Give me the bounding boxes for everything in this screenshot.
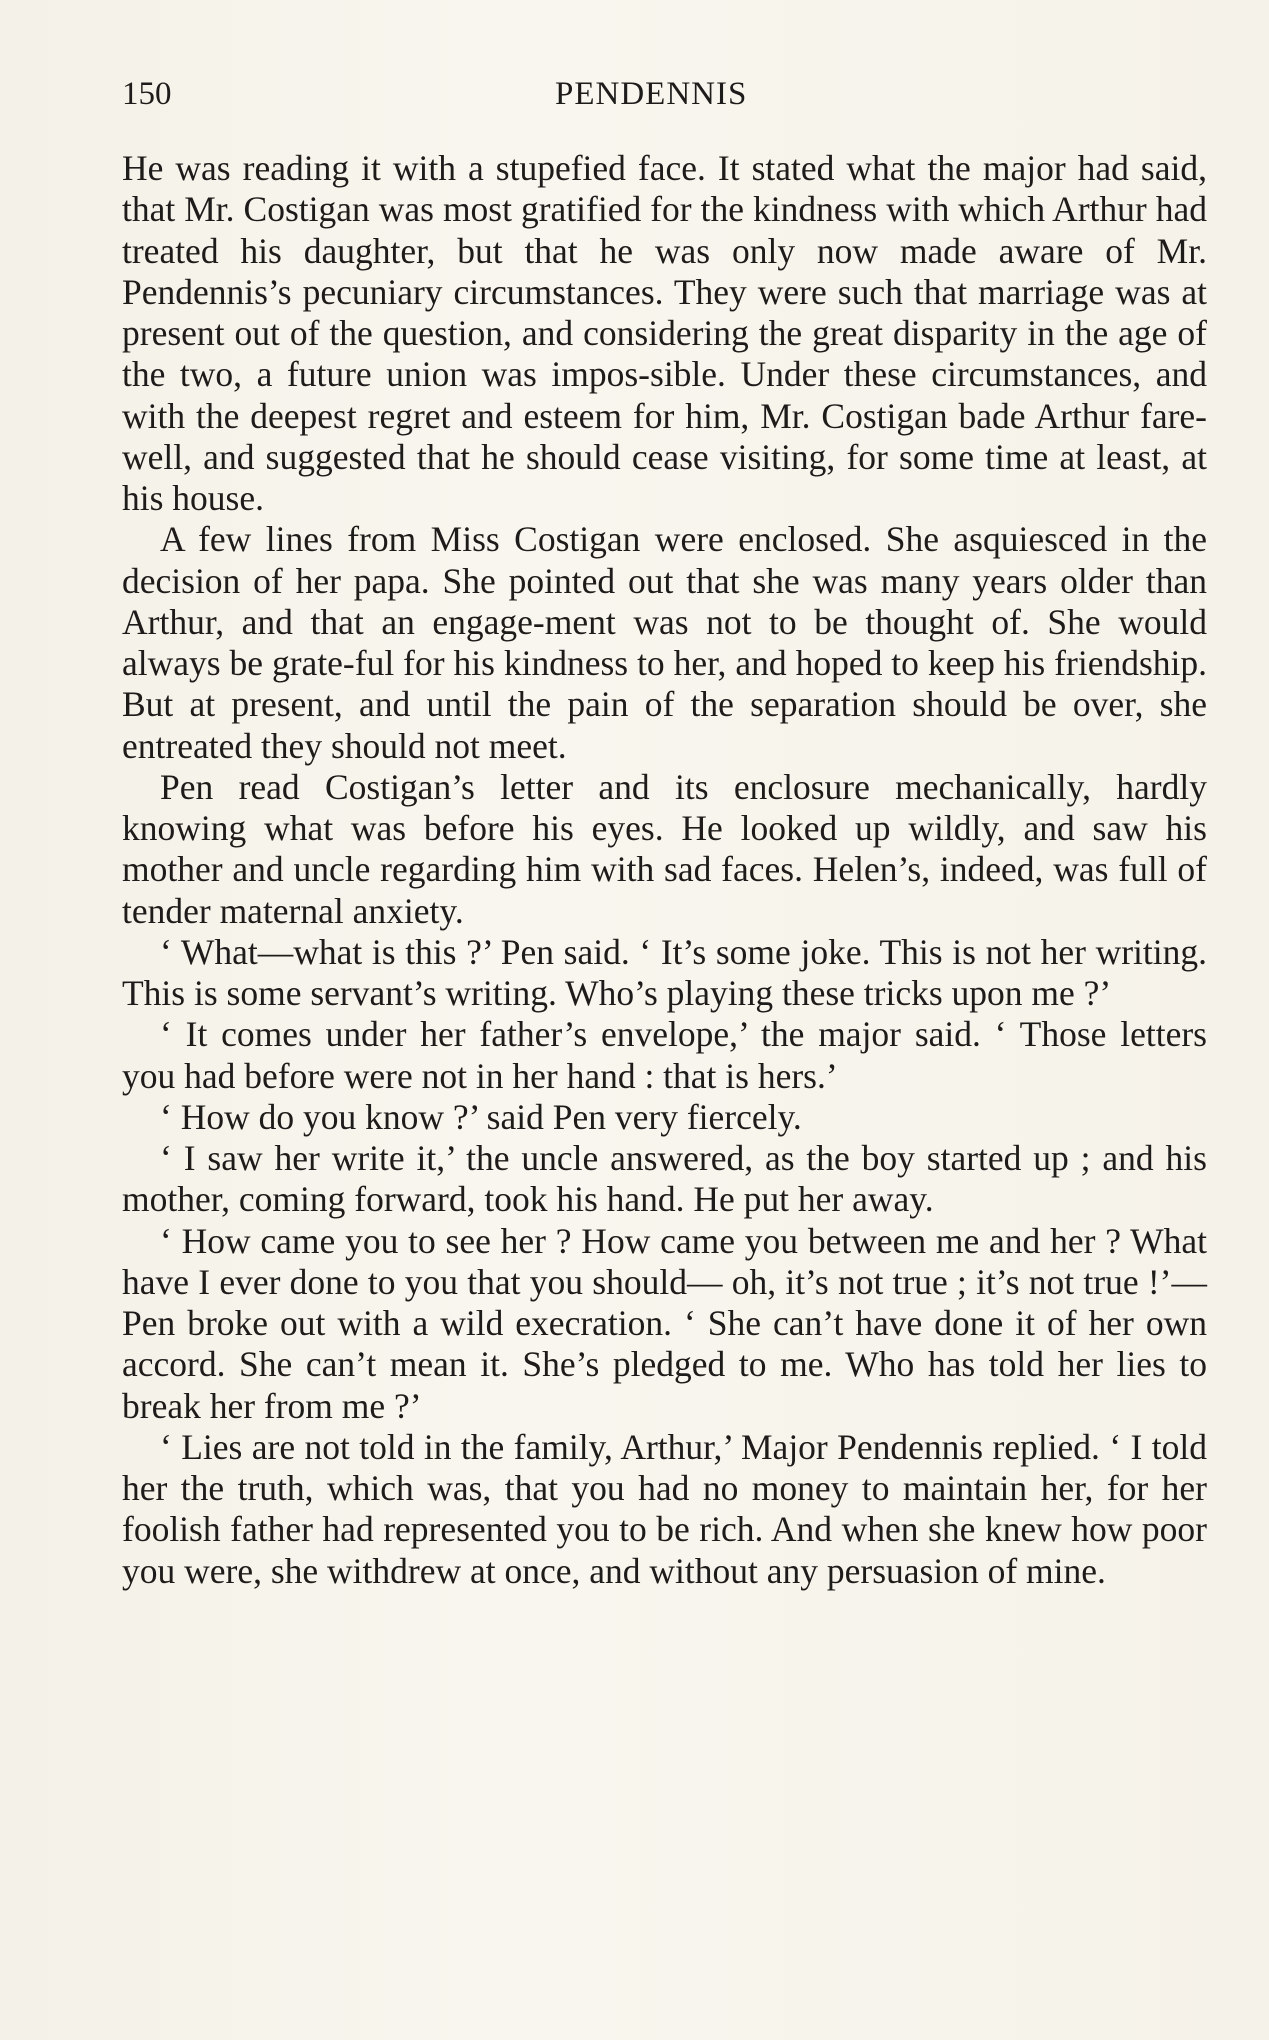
paragraph: ‘ Lies are not told in the family, Arthur,’ Major Pendennis replied. ‘ I told her the truth, which was, that you had no money to maintain her, for her foolish father had represented you to be rich. And when she knew how poor you were, she withdrew at once, and without any persuasion of mine. [122,1426,1207,1591]
running-title: PENDENNIS [555,76,748,112]
body-text [122,148,1207,1592]
paragraph: ‘ What—what is this ?’ Pen said. ‘ It’s some joke. This is not her writing. This is some servant’s writing. Who’s playing these tricks upon me ?’ [122,931,1207,1013]
paragraph: ‘ How do you know ?’ said Pen very fiercely. [160,1096,802,1137]
paragraph: A few lines from Miss Costigan were enclosed. She asquiesced in the decision of her papa. She pointed out that she was many years older than Arthur, and that an engage-ment was not to be thought of. She would always be grate-ful for his kindness to her, and hoped to keep his friendship. But at present, and until the pain of the separation should be over, she entreated they should not meet. [122,519,1207,766]
paragraph: ‘ I saw her write it,’ the uncle answered, as the boy started up ; and his mother, coming forward, took his hand. He put her away. [122,1138,1207,1220]
paragraph: He was reading it with a stupefied face. It stated what the major had said, that Mr. Costigan was most gratified for the kindness with which Arthur had treated his daughter, but that he was only now made aware of Mr. Pendennis’s pecuniary circumstances. They were such that marriage was at present out of the question, and considering the great disparity in the age of the two, a future union was impos-sible. Under these circumstances, and with the deepest regret and esteem for him, Mr. Costigan bade Arthur fare-well, and suggested that he should cease visiting, for some time at least, at his house. [122,148,1207,518]
page-header [122,72,1207,116]
paragraph: Pen read Costigan’s letter and its enclosure mechanically, hardly knowing what was before his eyes. He looked up wildly, and saw his mother and uncle regarding him with sad faces. Helen’s, indeed, was full of tender maternal anxiety. [122,766,1207,931]
page-number: 150 [122,76,172,112]
paragraph: ‘ It comes under her father’s envelope,’ the major said. ‘ Those letters you had before were not in her hand : that is hers.’ [122,1014,1207,1096]
paragraph: ‘ How came you to see her ? How came you between me and her ? What have I ever done to you that you should— oh, it’s not true ; it’s not true !’—Pen broke out with a wild execration. ‘ She can’t have done it of her own accord. She can’t mean it. She’s pledged to me. Who has told her lies to break her from me ?’ [122,1220,1207,1426]
